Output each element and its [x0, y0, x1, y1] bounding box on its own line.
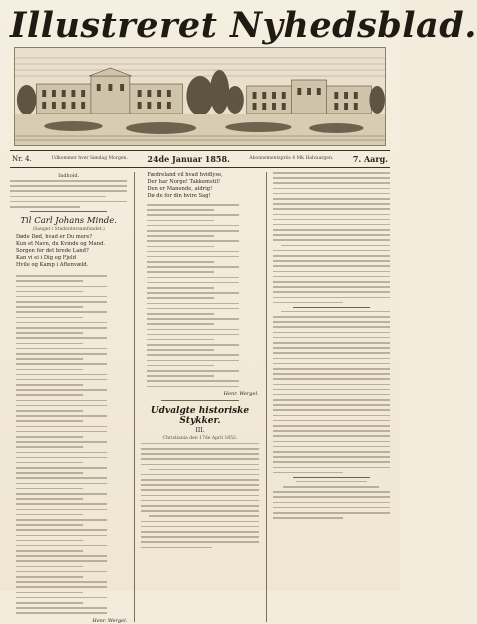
palace-engraving: [15, 48, 385, 145]
poem-title: Til Carl Johans Minde.: [20, 216, 117, 227]
column-3-article: [273, 311, 390, 473]
verse-line: Den er Manende, aldrig!: [147, 186, 213, 192]
dateline: [10, 150, 390, 168]
contents-text: [10, 180, 127, 208]
column-3-body: [273, 172, 390, 303]
issue-number: Nr. 4.: [12, 155, 32, 163]
column-3-notices: [273, 481, 390, 519]
verse-line: Hvile og Kamp i Aftenvæld.: [16, 262, 89, 269]
verse-line: Dø de for din hvire Sag!: [147, 193, 211, 199]
column-3: [266, 172, 390, 622]
verse-line: Sorgen for det brede Land?: [16, 248, 89, 255]
divider: [161, 400, 238, 401]
masthead-title: Illustreret Nyhedsblad.: [10, 5, 477, 46]
column-2: [134, 172, 258, 622]
poem-signature: Henr. Wergel.: [92, 617, 128, 624]
verse-line: Kan vi ei i Dig og Fjeld: [16, 255, 77, 262]
divider: [293, 307, 370, 308]
verse-line: Kun et Navn, du Kvinde og Mand.: [16, 241, 106, 248]
header-illustration: [14, 47, 386, 146]
volume-number: 7. Aarg.: [352, 154, 388, 164]
publication-note: Udkommer hver Søndag Morgen.: [51, 156, 128, 161]
section-body: [141, 443, 258, 548]
verse-line: Fædreland vil hvad hvidlyse,: [147, 172, 223, 178]
section-subtitle: Christiania den 17de April 1852.: [162, 435, 238, 441]
verse-line: Døde Død, hvad er Du mere?: [16, 234, 93, 241]
poem-subtitle: (Sanget i Studentersamfundet.): [32, 227, 105, 233]
divider: [30, 211, 107, 212]
text-columns: [10, 172, 390, 622]
divider: [293, 477, 370, 478]
section-title: Udvalgte historiske Stykker.: [150, 405, 250, 426]
poem-body-continued: [141, 204, 258, 387]
section-number: III.: [195, 426, 205, 434]
contents-label: Indhold.: [58, 173, 80, 179]
subscription-note: Abonnementspriis 4 Mk Halvaargen.: [249, 156, 334, 161]
column-1: [10, 172, 127, 622]
poem-body: [10, 275, 127, 614]
poem-signature: Henr. Wergel.: [223, 390, 259, 397]
verse-line: Der har Norge! Takkemstil!: [147, 179, 221, 185]
issue-date: 24de Januar 1858.: [147, 154, 230, 164]
